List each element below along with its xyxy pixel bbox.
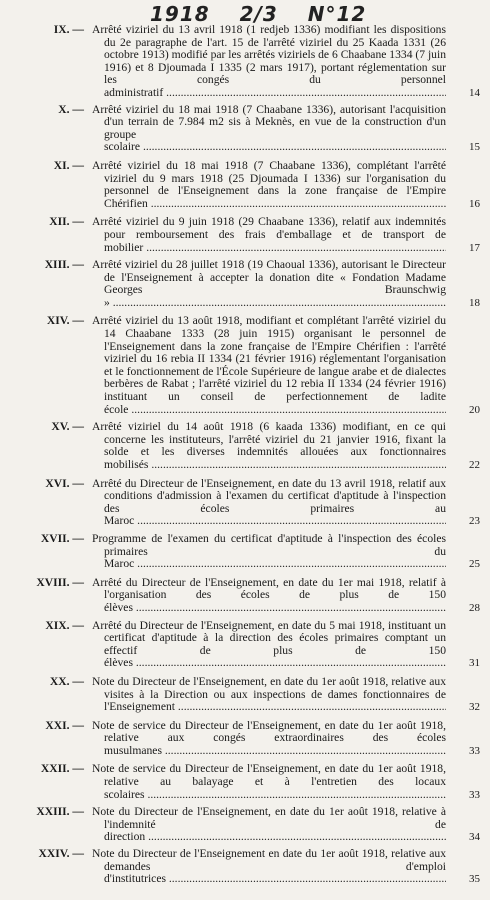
entry-text <box>92 421 446 471</box>
entry-text <box>92 848 446 886</box>
entry-text-content: Programme de l'examen du certificat d'aptitude à l'inspection des écoles primaires du Maroc ..... <box>92 533 446 570</box>
entry-text <box>92 720 446 758</box>
toc-entry <box>0 24 490 100</box>
page-number: 22 <box>469 459 480 471</box>
entry-text-content: Note de service du Directeur de l'Enseignement, en date du 1er août 1918, relative au balayage et à l'entretien des locaux scolaires ..... <box>92 763 446 800</box>
table-of-contents <box>0 22 490 886</box>
toc-entry <box>0 478 490 528</box>
entry-text <box>92 533 446 571</box>
page-number: 32 <box>469 701 480 714</box>
page-number: 35 <box>469 873 480 886</box>
toc-entry <box>0 533 490 571</box>
entry-text <box>92 806 446 844</box>
entry-text <box>92 676 446 714</box>
page-number: 15 <box>469 141 480 154</box>
toc-entry <box>0 763 490 801</box>
entry-number: XIX. — <box>45 618 84 632</box>
toc-entry <box>0 160 490 210</box>
page-number: 25 <box>469 558 480 571</box>
toc-entry <box>0 577 490 615</box>
toc-entry <box>0 315 490 416</box>
entry-number: XV. — <box>51 420 84 434</box>
entry-number: XXI. — <box>45 718 84 732</box>
entry-number: XXII. — <box>40 762 84 776</box>
entry-number: XXIV. — <box>38 847 84 861</box>
entry-text-content: Arrêté viziriel du 28 juillet 1918 (19 Chaoual 1336), autorisant le Directeur de l'Enseignement à accepter la donation dite « Fondation Madame Georges Braunschwig » ..... <box>92 259 446 309</box>
entry-text <box>92 478 446 528</box>
entry-text-content: Note du Directeur de l'Enseignement, en date du 1er août 1918, relative aux visites à la Direction ou aux inspections de dames fonctionnaires de l'Enseignement ..... <box>92 676 446 713</box>
entry-text-content: Note de service du Directeur de l'Enseignement, en date du 1er août 1918, relative aux congés extraordinaires des écoles musulmanes ..... <box>92 720 446 757</box>
toc-entry <box>0 806 490 844</box>
handwritten-number: N°12 <box>307 2 367 26</box>
entry-text-content: Arrêté viziriel du 13 avril 1918 (1 redjeb 1336) modifiant les dispositions du 2e paragraphe de l'art. 15 de l'arrêté viziriel du 25 Kaada 1331 (26 octobre 1913) modifié par les arrêtés viziriels de 6 Chaabane 1334 (7 juin 1916) et 8 Djoumada I 1335 (2 mars 1917), portant réglementation sur les congés du personnel administratif ..... <box>92 24 446 99</box>
entry-text-content: Arrêté viziriel du 14 août 1918 (6 kaada 1336) modifiant, en ce qui concerne les instituteurs, l'arrêté viziriel du 21 janvier 1916, fixant la solde et les diverses indemnités allouées aux fonctionnaires mobilisés ..... <box>92 421 446 471</box>
entry-text <box>92 24 446 100</box>
entry-number: XI. — <box>53 158 84 172</box>
entry-text <box>92 577 446 615</box>
page-number: 16 <box>469 197 480 210</box>
entry-number: XII. — <box>49 215 84 229</box>
entry-text <box>92 160 446 210</box>
entry-text <box>92 620 446 670</box>
entry-number: XVIII. — <box>36 575 84 589</box>
entry-number: X. — <box>58 102 84 116</box>
entry-number: XVII. — <box>40 531 84 545</box>
toc-entry <box>0 421 490 471</box>
page-number: 34 <box>469 831 480 844</box>
entry-number: XX. — <box>49 674 84 688</box>
page-number: 28 <box>469 601 480 614</box>
entry-text <box>92 315 446 416</box>
entry-number: XVI. — <box>45 476 84 490</box>
entry-text-content: Arrêté viziriel du 13 août 1918, modifiant et complétant l'arrêté viziriel du 14 Chaabane 1333 (28 juin 1915) organisant le personnel de l'Enseignement dans la zone française de l'Empire Chérifien : l'arrêté viziriel du 16 rebia II 1334 (21 février 1916) réglementant l'organisation et le fonctionnement de l'École Supérieure de langue arabe et de dialectes berbères de Rabat ; l'arrêté viziriel du 12 rebia II 1334 (24 février 1916) instituant un conseil de perfectionnement de ladite école ..... <box>92 315 446 415</box>
entry-number: XIII. — <box>44 258 84 272</box>
entry-text <box>92 763 446 801</box>
entry-number: XIV. — <box>46 314 84 328</box>
entry-text-content: Note du Directeur de l'Enseignement en date du 1er août 1918, relative aux demandes d'emploi d'institutrices ..... <box>92 848 446 885</box>
entry-text-content: Arrêté du Directeur de l'Enseignement, en date du 5 mai 1918, instituant un certificat d'aptitude à la direction des écoles primaires comptant un effectif de plus de 150 élèves ..... <box>92 620 446 670</box>
page-number: 31 <box>469 657 480 670</box>
toc-entry <box>0 676 490 714</box>
entry-number: XXIII. — <box>36 805 84 819</box>
entry-number: IX. — <box>53 23 84 36</box>
handwritten-year: 1918 <box>150 2 210 26</box>
page-number: 14 <box>469 86 480 99</box>
entry-text-content: Arrêté viziriel du 18 mai 1918 (7 Chaabane 1336), complétant l'arrêté viziriel du 9 mars 1918 (25 Djoumada I 1336) sur l'organisation du personnel de l'Enseignement dans la zone française de l'Empire Chérifien ..... <box>92 160 446 210</box>
entry-text-content: Note du Directeur de l'Enseignement, en date du 1er août 1918, relative à l'indemnité de direction ..... <box>92 806 446 843</box>
handwritten-fraction: 2/3 <box>239 2 278 26</box>
entry-text <box>92 104 446 154</box>
toc-entry <box>0 104 490 154</box>
entry-text-content: Arrêté viziriel du 18 mai 1918 (7 Chaabane 1336), autorisant l'acquisition d'un terrain de 7.984 m2 sis à Meknès, en vue de la construction d'un groupe scolaire ..... <box>92 104 446 154</box>
toc-entry <box>0 620 490 670</box>
page-number: 17 <box>469 241 480 254</box>
entry-text <box>92 259 446 309</box>
page-number: 33 <box>469 744 480 757</box>
toc-entry <box>0 216 490 254</box>
page-number: 20 <box>469 403 480 416</box>
page-number: 23 <box>469 515 480 528</box>
page-number: 33 <box>469 788 480 801</box>
toc-entry <box>0 848 490 886</box>
entry-text-content: Arrêté du Directeur de l'Enseignement, en date du 13 avril 1918, relatif aux conditions d'admission à l'examen du certificat d'aptitude à l'inspection des écoles primaires au Maroc ..... <box>92 478 446 528</box>
toc-entry <box>0 720 490 758</box>
toc-entry <box>0 259 490 309</box>
entry-text <box>92 216 446 254</box>
entry-text-content: Arrêté viziriel du 9 juin 1918 (29 Chaabane 1336), relatif aux indemnités pour remboursement des frais d'emballage et de transport de mobilier ..... <box>92 216 446 253</box>
page-number: 18 <box>469 296 480 309</box>
entry-text-content: Arrêté du Directeur de l'Enseignement, en date du 1er mai 1918, relatif à l'organisation des écoles de plus de 150 élèves ..... <box>92 577 446 614</box>
